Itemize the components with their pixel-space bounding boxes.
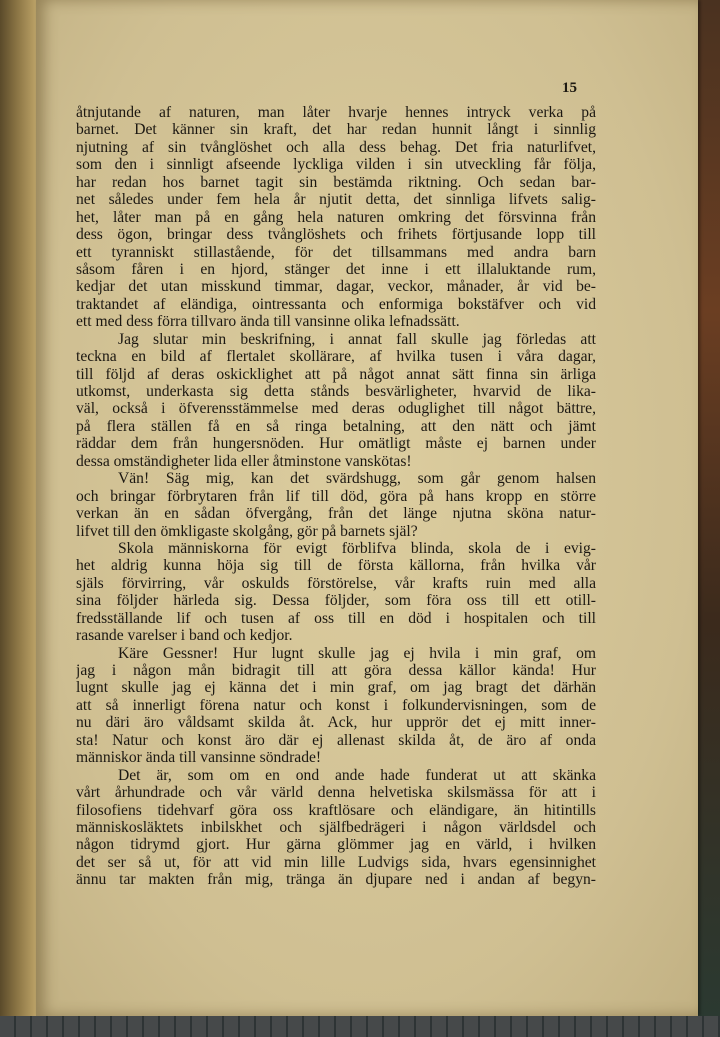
text-line: rasande varelser i band och kedjor. [76, 627, 293, 645]
text-line: Vän! Säg mig, kan det svärdshugg, som går genom halsen [118, 470, 596, 488]
text-line: människor ända till vansinne söndrade! [76, 749, 322, 767]
text-line: vårt århundrade och vår värld denna helvetiska skilsmässa för att i [76, 784, 596, 802]
text-line: själs förvirring, vår oskulds förstörelse, vår krafts ruin med alla [76, 574, 596, 592]
text-line: till följd af deras oskicklighet att på något annat sätt finna sin ärliga [76, 365, 596, 383]
text-line: räddar dem från hungersnöden. Hur omätligt måste ej barnen under [76, 435, 596, 453]
text-line: väl, också i öfverensstämmelse med deras oduglighet till något bättre, [76, 400, 596, 418]
text-line: åtnjutande af naturen, man låter hvarje hennes intryck verka på [76, 104, 596, 121]
text-line: sta! Natur och konst äro där ej allenast skilda åt, de äro af onda [76, 731, 596, 749]
text-line: ett med dess förra tillvaro ända till vansinne olika lefnadssätt. [76, 313, 460, 331]
text-line: net således under fem hela år njutit detta, det sinnliga lifvets salig- [76, 191, 596, 209]
book-edge [698, 0, 720, 1037]
text-line: barnet. Det känner sin kraft, det har redan hunnit långt i sinnlig [76, 121, 596, 139]
text-line: het aldrig kunna höja sig till de första källorna, från hvilka vår [76, 557, 596, 575]
text-line: det ser så ut, för att vid min lille Ludvigs sida, hvars egensinnighet [76, 853, 596, 871]
text-line: het, låter man på en gång hela naturen omkring det försvinna från [76, 208, 596, 226]
text-line: Det är, som om en ond ande hade funderat ut att skänka [118, 766, 596, 784]
text-line: fredsställande lif och tusen af oss till en död i hospitalen och till [76, 609, 596, 627]
text-line: njutning af sin tvånglöshet och alla dess behag. Det fria naturlifvet, [76, 138, 596, 156]
text-line: sina följder härleda sig. Dessa följder, som föra oss till ett otill- [76, 592, 596, 610]
text-line: människosläktets inbilskhet och själfbedrägeri i någon världsdel och [76, 818, 596, 836]
text-line: någon tidrymd gjort. Hur gärna glömmer jag en värld, i hvilken [76, 836, 596, 854]
text-line: och bringar förbrytaren från lif till död, göra på hans kropp en större [76, 487, 596, 505]
body-text [76, 104, 596, 889]
text-line: teckna en bild af flertalet skollärare, af hvilka tusen i våra dagar, [76, 348, 596, 366]
background-strip [0, 1016, 720, 1037]
text-line: verkan än en sådan öfvergång, från det länge njutna sköna natur- [76, 505, 596, 523]
text-line: har redan hos barnet tagit sin bestämda riktning. Och sedan bar- [76, 173, 596, 191]
text-line: jag i någon mån bidragit till att göra dessa källor kända! Hur [76, 662, 596, 679]
text-line: lifvet till den ömkligaste skolgång, gör på barnets själ? [76, 522, 418, 540]
text-line: Käre Gessner! Hur lugnt skulle jag ej hvila i min graf, om [118, 644, 596, 662]
text-line: dessa omständigheter lida eller åtminstone vanskötas! [76, 452, 412, 470]
text-line: Jag slutar min beskrifning, i annat fall skulle jag förledas att [118, 330, 596, 348]
text-line: lugnt skulle jag ej känna det i min graf, om jag bragt det därhän [76, 679, 596, 697]
text-line: nu däri äro våldsamt skilda åt. Ack, hur upprör det ej mitt inner- [76, 714, 596, 732]
text-line: traktandet af eländiga, ointressanta och enformiga bokstäfver och vid [76, 295, 596, 313]
text-line: utkomst, underkasta sig detta stånds besvärligheter, hvarvid de lika- [76, 383, 596, 400]
page-number: 15 [562, 80, 577, 96]
text-line: som den i sinnligt afseende lyckliga vilden i sin utveckling får följa, [76, 156, 596, 174]
text-line: Skola människorna för evigt förblifva blinda, skola de i evig- [118, 539, 596, 557]
text-line: att så innerligt förena natur och konst i folkundervisningen, som de [76, 696, 596, 714]
text-line: ännu tar makten från mig, tränga än djupare ned i andan af begyn- [76, 871, 596, 889]
text-line: dess ögon, bringar dess tvånglöshets och frihets förtjusande lopp till [76, 226, 596, 244]
text-line: kedjar det utan misskund timmar, dagar, veckor, månader, år vid be- [76, 278, 596, 296]
text-line: såsom fåren i en hjord, stänger det inne i ett illaluktande rum, [76, 260, 596, 278]
text-line: filosofiens tidehvarf göra oss kraftlösare och eländigare, än hitintills [76, 801, 596, 819]
text-line: ett tyranniskt stillastående, för det tillsammans med andra barn [76, 243, 596, 261]
text-line: på flera ställen få en så ringa betalning, att den nätt och jämt [76, 417, 596, 435]
